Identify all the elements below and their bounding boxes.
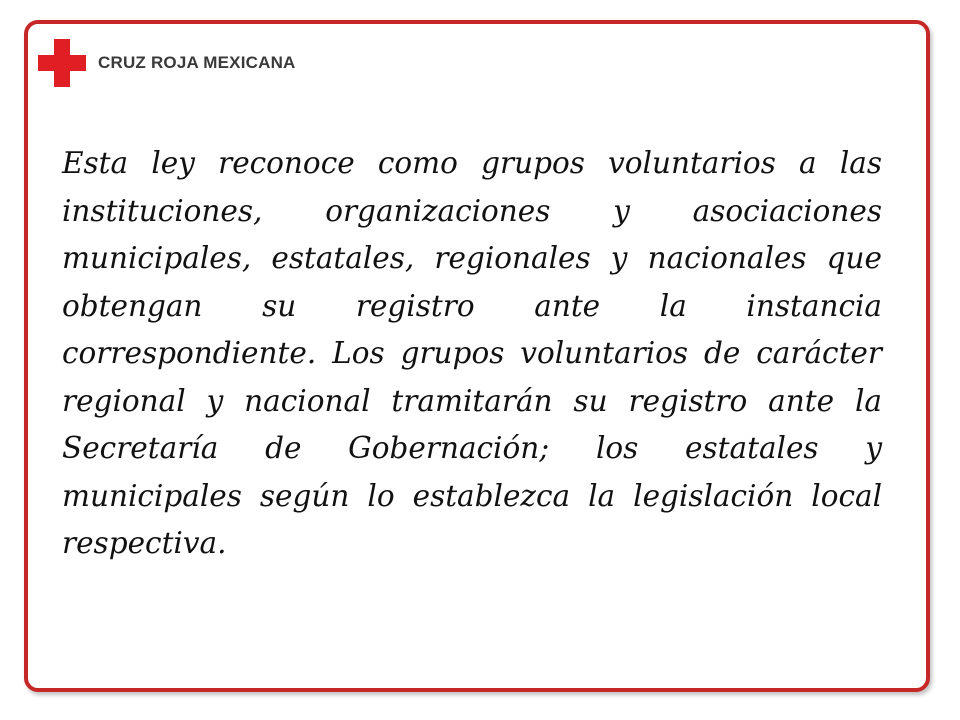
body-paragraph: Esta ley reconoce como grupos voluntarios a las instituciones, organizaciones y asociaciones municipales, estatales, regionales y nacionales que obtengan su registro ante la instancia correspondiente. Los grupos voluntarios de carácter regional y nacional tramitarán su registro ante la Secretaría de Gobernación; los estatales y municipales según lo establezca la legislación local respectiva. — [62, 146, 882, 560]
red-cross-icon — [38, 39, 86, 87]
organization-name: CRUZ ROJA MEXICANA — [98, 53, 296, 72]
organization-logo — [38, 38, 296, 88]
